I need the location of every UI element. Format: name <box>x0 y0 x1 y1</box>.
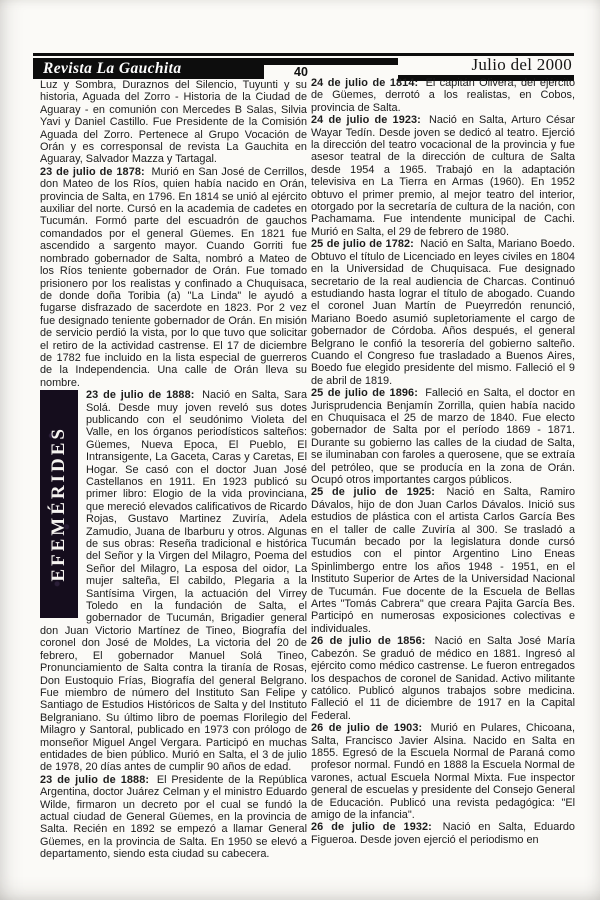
entry-date: 23 de julio de 1888: <box>86 389 195 402</box>
entry-date: 24 de julio de 1923: <box>311 114 421 127</box>
entry-1925 <box>311 486 575 635</box>
entry-text: Nació en Salta, Arturo César Wayar Tedín. Desde joven se dedicó al teatro. Ejerció la dirección del teatro vocacional de la provincia y fue asesor teatral de la dirección de cultura de Salta desde 1954 a 1965. Trabajó en la adaptación televisiva en La Tierra en Armas (1960). En 1952 obtuvo el primer premio, al mejor teatro del interior, otorgado por la secretaría de cultura de la nación, con Pachamama. Fue intendente municipal de Cachi. Murió en Salta, el 29 de febrero de 1980. <box>311 114 575 238</box>
entry-text: Murió en Pulares, Chicoana, Salta, Francisco Javier Alsina. Nacido en Salta en 1855. Egresó de la Escuela Normal de Paraná como profesor normal. Fundó en 1888 la Escuela Normal de varones, actual Escuela Normal Mixta. Fue inspector general de escuelas y presidente del Consejo General de Educación. Publicó una revista pedagógica: "El amigo de la infancia". <box>311 722 575 821</box>
entry-date: 23 de julio de 1888: <box>40 773 150 786</box>
entry-1896 <box>311 387 575 486</box>
entry-text: Falleció en Salta, el doctor en Jurisprudencia Benjamín Zorrilla, quien había nacido en Chuquisaca el 25 de marzo de 1840. Fue electo gobernador de Salta por el período 1869 - 1871. Durante su gobierno las calles de la ciudad de Salta, se iluminaban con faroles a querosene, que se extraía del petróleo, que se producía en la zona de Orán. Ocupó otros importantes cargos públicos. <box>311 387 575 486</box>
entry-1923 <box>311 114 575 238</box>
efemerides-vertical-text: EFEMÉRIDES <box>47 426 69 582</box>
entry-date: 24 de julio de 1814: <box>311 77 419 89</box>
entry-text: Nació en Salta José María Cabezón. Se graduó de médico en 1881. Ingresó al ejército como médico castrense. Le fueron entregados los despachos de coronel de Sanidad. Activo militante católico. Publicó algunos trabajos sobre medicina. Falleció el 11 de diciembre de 1917 en la Capital Federal. <box>311 635 575 722</box>
entry-1932 <box>311 821 575 846</box>
header-mid-rule <box>264 58 398 65</box>
entry-1814 <box>311 77 575 114</box>
entry-1903 <box>311 722 575 821</box>
entry-text: Nació en Salta, Sara Solá. Desde muy joven reveló sus dotes publicando con el seudónimo Violeta del Valle, en los órganos periodísticos salteños: Güemes, Nueva Epoca, El Pueblo, El Intransigente, La Gaceta, Caras y Caretas, El Hogar. Se casó con el doctor Juan José Castellanos en 1911. En 1923 publicó su primer libro: Elogio de la vida provinciana, que mereció elevados calificativos de Ricardo Rojas, Gustavo Martinez Zuviría, Adela Zamudio, Juana de Ibarburu y otros. Algunas de sus obras: Reseña tradicional e histórica del Señor y la Virgen del Milagro, Poema del Señor del Milagro, La esposa del oidor, La mujer salteña, El cabildo, Plegaria a la Santísima Virgen, la actuación del Virrey Toledo en la fundación de Salta, el gobernador de Tucumán, Brigadier general don Juan Victorio Martínez de Tineo, Biografía del coronel don José de Moldes, La victoria del 20 de febrero, El gobernador Manuel Solá Tineo, Pronunciamiento de Salta contra la tiranía de Rosas, Don Eustoquio Frías, Biografía del general Belgrano. Fue miembro de número del Instituto San Felipe y Santiago de Estudios Históricos de Salta y del Instituto Belgraniano. Su último libro de poemas Florilegio del Milagro y Santoral, publicado en 1973 con prólogo de monseñor Miguel Angel Vergara. Participó en muchas entidades de bien público. Murió en Salta, el 3 de julio de 1978, 20 días antes de cumplir 90 años de edad. <box>40 389 307 774</box>
entry-text: Nació en Salta, Ramiro Dávalos, hijo de don Juan Carlos Dávalos. Inició sus estudios de plástica con el artista Carlos García Bes en el taller de calle Zuviría al 300. Se trasladó a Tucumán becado por la legislatura donde cursó estudios con el pintor Argentino Lino Eneas Spinlimbergo entre los años 1948 - 1951, en el Instituto Superior de Artes de la Universidad Nacional de Tucumán. Fue docente de la Escuela de Bellas Artes "Tomás Cabrera" que creara Pajita García Bes. Participó en numerosas exposiciones colectivas e individuales. <box>311 486 575 635</box>
intro-text: Luz y Sombra, Duraznos del Silencio, Tuyunti y su historia, Aguada del Zorro - Historia de la Ciudad de Aguaray - en comunión con Mercedes B Salas, Silvia Yavi y Daniel Castillo. Fue Presidente de la Comisión Aguada del Zorro. Pertenece al Grupo Vocación de Orán y es corresponsal de revista La Gauchita en Aguaray, Salvador Mazza y Tartagal. <box>40 79 307 166</box>
entry-text: El capitán Olivera, del ejército de Güemes, derrotó a los realistas, en Cobos, provincia de Salta. <box>311 77 575 114</box>
left-column <box>40 79 307 871</box>
entry-1782 <box>311 238 575 387</box>
entry-date: 23 de julio de 1878: <box>40 165 145 178</box>
entry-text: Nació en Salta, Eduardo Figueroa. Desde joven ejerció el periodismo en <box>311 821 575 846</box>
entry-date: 26 de julio de 1932: <box>311 821 432 834</box>
right-column <box>311 77 575 869</box>
entry-text: Nació en Salta, Mariano Boedo. Obtuvo el título de Licenciado en leyes civiles en 1804 en la Universidad de Chuquisaca. Fue designado secretario de la real audiencia de Charcas. Continuó estudiando hasta lograr el título de abogado. Cuando el coronel Juan Martín de Pueyrredón renunció, Mariano Boedo asumió supletoriamente el cargo de gobernador de Córdoba. Años después, el general Belgrano le confió la tesorería del gobierno salteño. Cuando el Congreso fue trasladado a Buenos Aires, Boedo fue elegido presidente del mismo. Falleció el 9 de abril de 1819. <box>311 238 575 387</box>
efemerides-sidebar-label <box>40 390 78 618</box>
entry-1878 <box>40 166 307 389</box>
page-number: 40 <box>294 65 308 79</box>
entry-1888-sara-sola <box>40 389 307 774</box>
entry-text: El Presidente de la República Argentina, doctor Juárez Celman y el ministro Eduardo Wilde, firmaron un decreto por el cual se fundó la actual ciudad de General Güemes, en la provincia de Salta. Recién en 1892 se empezó a llamar General Güemes, en la provincia de Salta. En 1950 se elevó a departamento, siendo esta ciudad su cabecera. <box>40 773 307 861</box>
magazine-title: Revista La Gauchita <box>43 59 182 77</box>
entry-date: 25 de julio de 1925: <box>311 486 435 499</box>
entry-date: 26 de julio de 1903: <box>311 722 423 735</box>
entry-text: Murió en San José de Cerrillos, don Mateo de los Ríos, quien había nacido en Orán, provincia de Salta, en 1796. En 1814 se unió al ejército auxiliar del norte. Cursó en la academia de cadetes en Tucumán. Formó parte del escuadrón de gauchos comandados por el general Güemes. En 1821 fue ascendido a sargento mayor. Cuando Gorriti fue nombrado gobernador de Salta, nombró a Mateo de los Ríos teniente gobernador de Orán. Fue tomado prisionero por los realistas y confinado a Chuquisaca, de donde doña Toribia (a) "La Linda" le ayudó a fugarse disfrazado de sacerdote en 1823. Por 2 vez fue designado teniente gobernador de Orán. En misión de servicio perdió la vista, por lo que tuvo que solicitar el retiro de la actividad castrense. El 17 de diciembre de 1782 fue incluido en la lista especial de guerreros de la Independencia. Una calle de Orán lleva su nombre. <box>40 165 307 389</box>
entry-1856 <box>311 635 575 722</box>
entry-date: 25 de julio de 1782: <box>311 238 414 251</box>
entry-date: 26 de julio de 1856: <box>311 635 426 648</box>
issue-date: Julio del 2000 <box>471 55 572 74</box>
intro-paragraph <box>40 79 307 166</box>
magazine-title-banner <box>33 58 264 79</box>
entry-date: 25 de julio de 1896: <box>311 387 418 400</box>
entry-1888-general-guemes <box>40 774 307 861</box>
